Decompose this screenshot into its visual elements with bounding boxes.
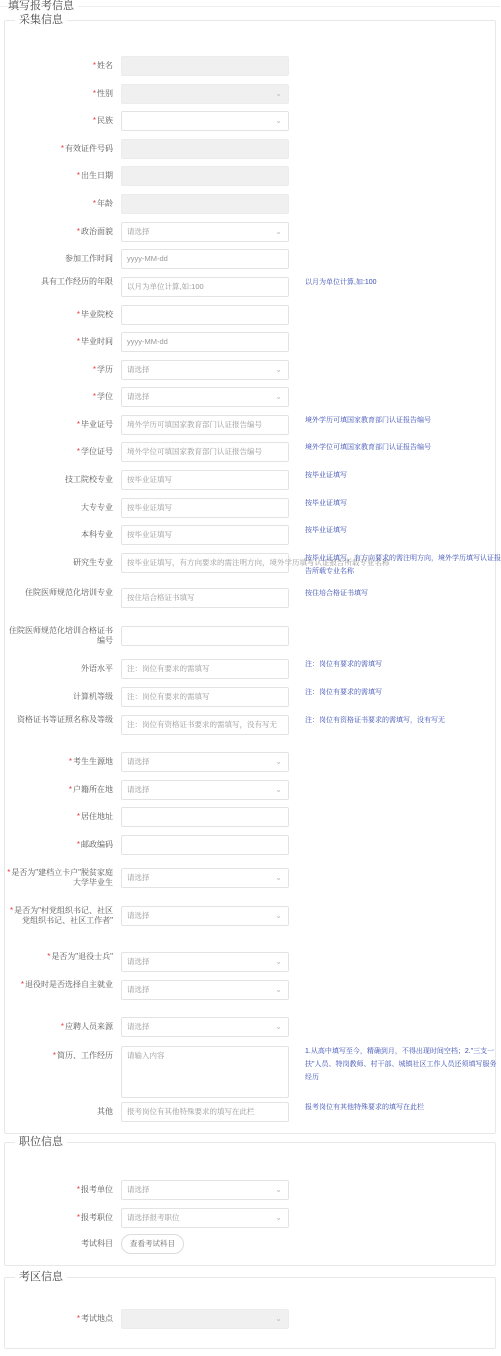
degree-no-label <box>5 447 113 457</box>
required-mark: * <box>76 171 80 180</box>
applicant-source-select[interactable] <box>121 1017 289 1037</box>
work-start-date-value: yyyy-MM-dd <box>127 254 168 263</box>
bachelor-major-input[interactable] <box>121 525 289 545</box>
required-mark: * <box>76 812 80 821</box>
exam-area-section <box>4 1271 496 1349</box>
degree-no-input[interactable] <box>121 442 289 462</box>
other-label-text: 其他 <box>97 1107 113 1116</box>
chevron-down-icon: ⌄ <box>275 227 282 236</box>
required-mark: * <box>60 144 64 153</box>
poverty-family-label-text: 是否为"建档立卡户"脱贫家庭大学毕业生 <box>11 868 113 887</box>
resident-cert-no-input[interactable] <box>121 626 289 646</box>
education-value: 请选择 <box>127 365 150 374</box>
form-row-exam-location <box>5 1309 495 1329</box>
age-label-text: 年龄 <box>97 199 113 208</box>
household-select[interactable] <box>121 780 289 800</box>
computer-level-value: 注：岗位有要求的需填写 <box>127 692 210 701</box>
exam-subject-label <box>5 1239 113 1249</box>
chevron-down-icon: ⌄ <box>275 985 282 994</box>
veteran-employment-select[interactable] <box>121 980 289 1000</box>
education-select[interactable] <box>121 360 289 380</box>
poverty-family-label <box>5 868 113 888</box>
resume-textarea[interactable] <box>121 1046 289 1098</box>
other-label <box>5 1107 113 1117</box>
position-info-title: 职位信息 <box>19 1136 63 1148</box>
required-mark: * <box>76 840 80 849</box>
form-row-diploma-no <box>5 415 495 435</box>
required-mark: * <box>76 1185 80 1194</box>
graduate-major-label-text: 研究生专业 <box>73 558 113 567</box>
tech-major-label-text: 技工院校专业 <box>65 475 113 484</box>
graduate-major-value: 按毕业证填写，有方向要求的需注明方向，境外学历填写认证报告所载专业名称 <box>127 558 390 567</box>
graduation-date-label-text: 毕业时间 <box>81 337 113 346</box>
job-label-text: 报考职位 <box>81 1213 113 1222</box>
college-major-input[interactable] <box>121 498 289 518</box>
household-value: 请选择 <box>127 785 150 794</box>
chevron-down-icon: ⌄ <box>275 1213 282 1222</box>
required-mark: * <box>76 447 80 456</box>
resident-training-major-label <box>5 588 113 598</box>
tech-major-hint: 按毕业证填写 <box>305 472 347 479</box>
college-major-label <box>5 503 113 513</box>
poverty-family-value: 请选择 <box>127 873 150 882</box>
certificate-value: 注：岗位有资格证书要求的需填写，没有写无 <box>127 720 277 729</box>
form-row-computer-level <box>5 687 495 707</box>
applicant-source-value: 请选择 <box>127 1022 150 1031</box>
work-years-hint: 以月为单位计算,如:100 <box>305 279 377 286</box>
required-mark: * <box>76 1314 80 1323</box>
form-row-resume <box>5 1046 495 1098</box>
form-row-unit <box>5 1180 495 1200</box>
degree-no-value: 境外学位可填国家教育部门认证报告编号 <box>127 447 262 456</box>
chevron-down-icon: ⌄ <box>275 365 282 374</box>
ethnicity-select[interactable] <box>121 111 289 131</box>
age-input <box>121 194 289 214</box>
other-input[interactable] <box>121 1102 289 1122</box>
household-label-text: 户籍所在地 <box>73 785 113 794</box>
required-mark: * <box>20 980 24 989</box>
exam-location-label <box>5 1314 113 1324</box>
required-mark: * <box>92 89 96 98</box>
diploma-no-hint: 境外学历可填国家教育部门认证报告编号 <box>305 417 431 424</box>
form-row-gender <box>5 84 495 104</box>
diploma-no-value: 境外学历可填国家教育部门认证报告编号 <box>127 420 262 429</box>
veteran-value: 请选择 <box>127 957 150 966</box>
postcode-label-text: 邮政编码 <box>81 840 113 849</box>
work-years-label <box>5 277 113 287</box>
required-mark: * <box>92 116 96 125</box>
form-row-birth-date <box>5 166 495 186</box>
degree-select[interactable] <box>121 387 289 407</box>
form-row-degree <box>5 387 495 407</box>
origin-label-text: 考生生源地 <box>73 757 113 766</box>
form-row-name <box>5 56 495 76</box>
political-status-value: 请选择 <box>127 227 150 236</box>
form-row-political-status <box>5 222 495 242</box>
work-years-input[interactable] <box>121 277 289 297</box>
unit-value: 请选择 <box>127 1185 150 1194</box>
job-label <box>5 1213 113 1223</box>
form-row-work-years <box>5 277 495 297</box>
applicant-source-label-text: 应聘人员来源 <box>65 1022 113 1031</box>
education-label-text: 学历 <box>97 365 113 374</box>
form-row-job <box>5 1208 495 1228</box>
school-label-text: 毕业院校 <box>81 310 113 319</box>
id-number-input <box>121 139 289 159</box>
form-row-veteran <box>5 952 495 972</box>
collect-info-section <box>4 14 501 1134</box>
required-mark: * <box>92 61 96 70</box>
chevron-down-icon: ⌄ <box>275 785 282 794</box>
tech-major-input[interactable] <box>121 470 289 490</box>
form-row-address <box>5 807 495 827</box>
page-title: 填写报考信息 <box>8 0 78 12</box>
graduation-date-label <box>5 337 113 347</box>
chevron-down-icon: ⌄ <box>275 392 282 401</box>
exam-area-title: 考区信息 <box>19 1271 63 1283</box>
graduation-date-input[interactable] <box>121 332 289 352</box>
resident-training-major-label-text: 住院医师规范化培训专业 <box>25 588 113 597</box>
foreign-language-hint: 注：岗位有要求的需填写 <box>305 661 382 668</box>
required-mark: * <box>60 1022 64 1031</box>
work-years-label-text: 具有工作经历的年限 <box>41 277 113 286</box>
form-row-foreign-language <box>5 659 495 679</box>
form-row-degree-no <box>5 442 495 462</box>
certificate-input[interactable] <box>121 715 289 735</box>
political-status-label <box>5 227 113 237</box>
position-info-section <box>4 1136 496 1266</box>
required-mark: * <box>10 906 14 915</box>
computer-level-label-text: 计算机等级 <box>73 692 113 701</box>
school-input[interactable] <box>121 305 289 325</box>
chevron-down-icon: ⌄ <box>275 1185 282 1194</box>
form-row-applicant-source <box>5 1017 495 1037</box>
chevron-down-icon: ⌄ <box>275 757 282 766</box>
form-row-postcode <box>5 835 495 855</box>
form-row-veteran-employment <box>5 980 495 1000</box>
resident-cert-no-label <box>5 626 113 646</box>
resume-value: 请输入内容 <box>127 1051 165 1060</box>
form-row-ethnicity <box>5 111 495 131</box>
name-label <box>5 61 113 71</box>
form-row-graduate-major <box>5 553 501 575</box>
unit-select[interactable] <box>121 1180 289 1200</box>
veteran-label <box>5 952 113 962</box>
work-start-date-input[interactable] <box>121 249 289 269</box>
name-label-text: 姓名 <box>97 61 113 70</box>
diploma-no-input[interactable] <box>121 415 289 435</box>
applicant-source-label <box>5 1022 113 1032</box>
required-mark: * <box>92 199 96 208</box>
required-mark: * <box>52 1051 56 1060</box>
form-row-graduation-date <box>5 332 495 352</box>
required-mark: * <box>76 420 80 429</box>
postcode-label <box>5 840 113 850</box>
college-major-value: 按毕业证填写 <box>127 503 172 512</box>
computer-level-label <box>5 692 113 702</box>
required-mark: * <box>76 310 80 319</box>
resident-training-major-hint: 按住培合格证书填写 <box>305 590 368 597</box>
form-row-poverty-family <box>5 868 495 888</box>
origin-select[interactable] <box>121 752 289 772</box>
resume-label-text: 简历、工作经历 <box>57 1051 113 1060</box>
address-label-text: 居住地址 <box>81 812 113 821</box>
veteran-employment-label <box>5 980 113 990</box>
origin-label <box>5 757 113 767</box>
certificate-label <box>5 715 113 725</box>
chevron-down-icon: ⌄ <box>275 116 282 125</box>
required-mark: * <box>92 392 96 401</box>
resident-training-major-value: 按住培合格证书填写 <box>127 593 195 602</box>
form-row-resident-cert-no <box>5 626 495 646</box>
form-row-exam-subject <box>5 1234 495 1254</box>
job-select[interactable] <box>121 1208 289 1228</box>
work-start-date-label-text: 参加工作时间 <box>65 254 113 263</box>
postcode-input[interactable] <box>121 835 289 855</box>
veteran-select[interactable] <box>121 952 289 972</box>
household-label <box>5 785 113 795</box>
age-label <box>5 199 113 209</box>
required-mark: * <box>76 337 80 346</box>
computer-level-hint: 注：岗位有要求的需填写 <box>305 689 382 696</box>
unit-label <box>5 1185 113 1195</box>
form-row-community-worker <box>5 906 495 926</box>
community-worker-label-text: 是否为"村党组织书记、社区党组织书记、社区工作者" <box>14 906 113 925</box>
computer-level-input[interactable] <box>121 687 289 707</box>
other-hint: 报考岗位有其他特殊要求的填写在此栏 <box>305 1104 424 1111</box>
required-mark: * <box>76 1213 80 1222</box>
foreign-language-label <box>5 664 113 674</box>
ethnicity-label <box>5 116 113 126</box>
origin-value: 请选择 <box>127 757 150 766</box>
required-mark: * <box>47 952 51 961</box>
community-worker-select[interactable] <box>121 906 289 926</box>
degree-no-label-text: 学位证号 <box>81 447 113 456</box>
form-row-origin <box>5 752 495 772</box>
form-row-resident-training-major <box>5 588 495 608</box>
work-start-date-label <box>5 254 113 264</box>
form-row-tech-major <box>5 470 495 490</box>
unit-label-text: 报考单位 <box>81 1185 113 1194</box>
form-row-age <box>5 194 495 214</box>
resume-hint: 1.从高中填写至今，精确到月，不得出现时间空档；2."三支一扶"人员、特岗教师、村干部、城镇社区工作人员还须填写服务经历 <box>305 1048 497 1081</box>
form-row-education <box>5 360 495 380</box>
community-worker-label <box>5 906 113 926</box>
required-mark: * <box>92 365 96 374</box>
bachelor-major-label <box>5 530 113 540</box>
form-row-id-number <box>5 139 495 159</box>
form-row-work-start-date <box>5 249 495 269</box>
required-mark: * <box>68 757 72 766</box>
form-row-other <box>5 1102 495 1122</box>
ethnicity-label-text: 民族 <box>97 116 113 125</box>
certificate-hint: 注：岗位有资格证书要求的需填写，没有写无 <box>305 717 445 724</box>
tech-major-label <box>5 475 113 485</box>
chevron-down-icon: ⌄ <box>275 89 282 98</box>
view-exam-subject-button[interactable]: 查看考试科目 <box>121 1234 184 1254</box>
resident-training-major-input[interactable] <box>121 588 289 608</box>
resident-cert-no-label-text: 住院医师规范化培训合格证书编号 <box>9 626 113 645</box>
exam-subject-label-text: 考试科目 <box>81 1239 113 1248</box>
required-mark: * <box>68 785 72 794</box>
college-major-hint: 按毕业证填写 <box>305 500 347 507</box>
bachelor-major-hint: 按毕业证填写 <box>305 527 347 534</box>
id-number-label <box>5 144 113 154</box>
chevron-down-icon: ⌄ <box>275 911 282 920</box>
community-worker-value: 请选择 <box>127 911 150 920</box>
chevron-down-icon: ⌄ <box>275 873 282 882</box>
form-row-school <box>5 305 495 325</box>
graduate-major-input[interactable] <box>121 553 390 573</box>
form-row-college-major <box>5 498 495 518</box>
birth-date-input <box>121 166 289 186</box>
form-row-bachelor-major <box>5 525 495 545</box>
bachelor-major-value: 按毕业证填写 <box>127 530 172 539</box>
degree-no-hint: 境外学位可填国家教育部门认证报告编号 <box>305 444 431 451</box>
degree-value: 请选择 <box>127 392 150 401</box>
id-number-label-text: 有效证件号码 <box>65 144 113 153</box>
required-mark: * <box>7 868 11 877</box>
chevron-down-icon: ⌄ <box>275 1022 282 1031</box>
foreign-language-input[interactable] <box>121 659 289 679</box>
degree-label-text: 学位 <box>97 392 113 401</box>
name-input <box>121 56 289 76</box>
gender-select <box>121 84 289 104</box>
political-status-select[interactable] <box>121 222 289 242</box>
certificate-label-text: 资格证书等证照名称及等级 <box>17 715 113 724</box>
veteran-label-text: 是否为"退役士兵" <box>51 952 113 961</box>
veteran-employment-value: 请选择 <box>127 985 150 994</box>
tech-major-value: 按毕业证填写 <box>127 475 172 484</box>
foreign-language-value: 注：岗位有要求的需填写 <box>127 664 210 673</box>
chevron-down-icon: ⌄ <box>275 1314 282 1323</box>
degree-label <box>5 392 113 402</box>
poverty-family-select[interactable] <box>121 868 289 888</box>
other-value: 报考岗位有其他特殊要求的填写在此栏 <box>127 1107 255 1116</box>
school-label <box>5 310 113 320</box>
political-status-label-text: 政治面貌 <box>81 227 113 236</box>
gender-label <box>5 89 113 99</box>
work-years-value: 以月为单位计算,如:100 <box>127 282 204 291</box>
collect-info-title: 采集信息 <box>19 14 63 26</box>
bachelor-major-label-text: 本科专业 <box>81 530 113 539</box>
gender-label-text: 性别 <box>97 89 113 98</box>
resume-label <box>5 1051 113 1061</box>
education-label <box>5 365 113 375</box>
job-value: 请选择报考职位 <box>127 1213 180 1222</box>
form-row-certificate <box>5 715 495 739</box>
exam-location-select <box>121 1309 289 1329</box>
graduate-major-label <box>5 558 113 568</box>
birth-date-label <box>5 171 113 181</box>
graduate-major-hint: 按毕业证填写，有方向要求的需注明方向，境外学历填写认证报告所载专业名称 <box>305 555 501 575</box>
diploma-no-label-text: 毕业证号 <box>81 420 113 429</box>
veteran-employment-label-text: 退役时是否选择自主就业 <box>25 980 113 989</box>
college-major-label-text: 大专专业 <box>81 503 113 512</box>
address-input[interactable] <box>121 807 289 827</box>
graduation-date-value: yyyy-MM-dd <box>127 337 168 346</box>
chevron-down-icon: ⌄ <box>275 957 282 966</box>
address-label <box>5 812 113 822</box>
exam-location-label-text: 考试地点 <box>81 1314 113 1323</box>
foreign-language-label-text: 外语水平 <box>81 664 113 673</box>
birth-date-label-text: 出生日期 <box>81 171 113 180</box>
form-row-household <box>5 780 495 800</box>
diploma-no-label <box>5 420 113 430</box>
required-mark: * <box>76 227 80 236</box>
